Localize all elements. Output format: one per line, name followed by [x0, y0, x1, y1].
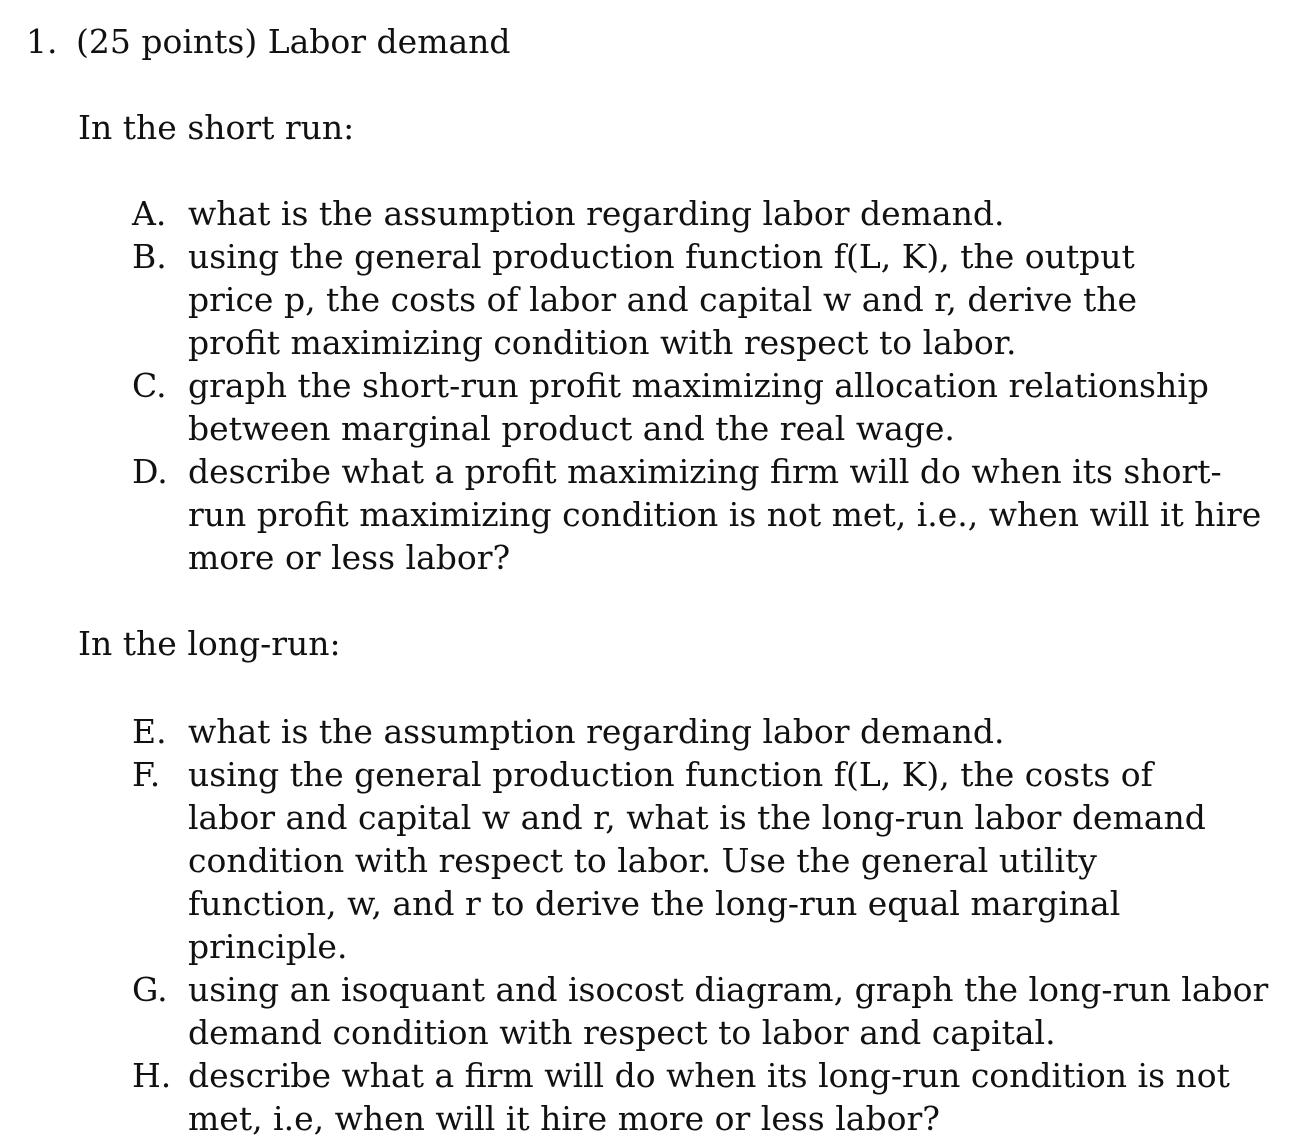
item-letter: B. — [132, 237, 167, 276]
item-text: using an isoquant and isocost diagram, graph the long-run labor demand condition with respect to labor and capital. — [188, 970, 1269, 1052]
list-item — [132, 364, 1297, 450]
item-letter: E. — [132, 712, 167, 751]
short-run-list — [132, 192, 1297, 579]
list-item — [132, 710, 1297, 753]
item-letter: G. — [132, 970, 168, 1009]
item-text: graph the short-run profit maximizing allocation relationship between marginal product and the real wage. — [188, 366, 1209, 448]
question-number: 1. — [26, 22, 58, 61]
item-letter: D. — [132, 452, 168, 491]
list-item — [132, 753, 1297, 968]
long-run-heading: In the long-run: — [78, 624, 341, 663]
item-text: describe what a firm will do when its long-run condition is not met, i.e, when will it hire more or less labor? — [188, 1056, 1230, 1138]
item-text: what is the assumption regarding labor demand. — [188, 194, 1005, 233]
item-text: using the general production function f(L, K), the output price p, the costs of labor and capital w and r, derive the profit maximizing condition with respect to labor. — [188, 237, 1138, 362]
list-item — [132, 1054, 1297, 1140]
item-text: describe what a profit maximizing firm will do when its short-run profit maximizing condition is not met, i.e., when will it hire more or less labor? — [188, 452, 1262, 577]
list-item — [132, 968, 1297, 1054]
item-letter: F. — [132, 755, 161, 794]
list-item — [132, 192, 1297, 235]
short-run-heading: In the short run: — [78, 108, 355, 147]
long-run-list — [132, 710, 1297, 1140]
item-letter: H. — [132, 1056, 172, 1095]
list-item — [132, 450, 1297, 579]
item-text: using the general production function f(L, K), the costs of labor and capital w and r, what is the long-run labor demand condition with respect to labor. Use the general utility function, w, and r to derive the long-run equal marginal principle. — [188, 755, 1206, 966]
item-text: what is the assumption regarding labor demand. — [188, 712, 1005, 751]
question-header — [26, 20, 511, 63]
item-letter: A. — [132, 194, 167, 233]
list-item — [132, 235, 1297, 364]
item-letter: C. — [132, 366, 167, 405]
question-title: (25 points) Labor demand — [76, 22, 511, 61]
